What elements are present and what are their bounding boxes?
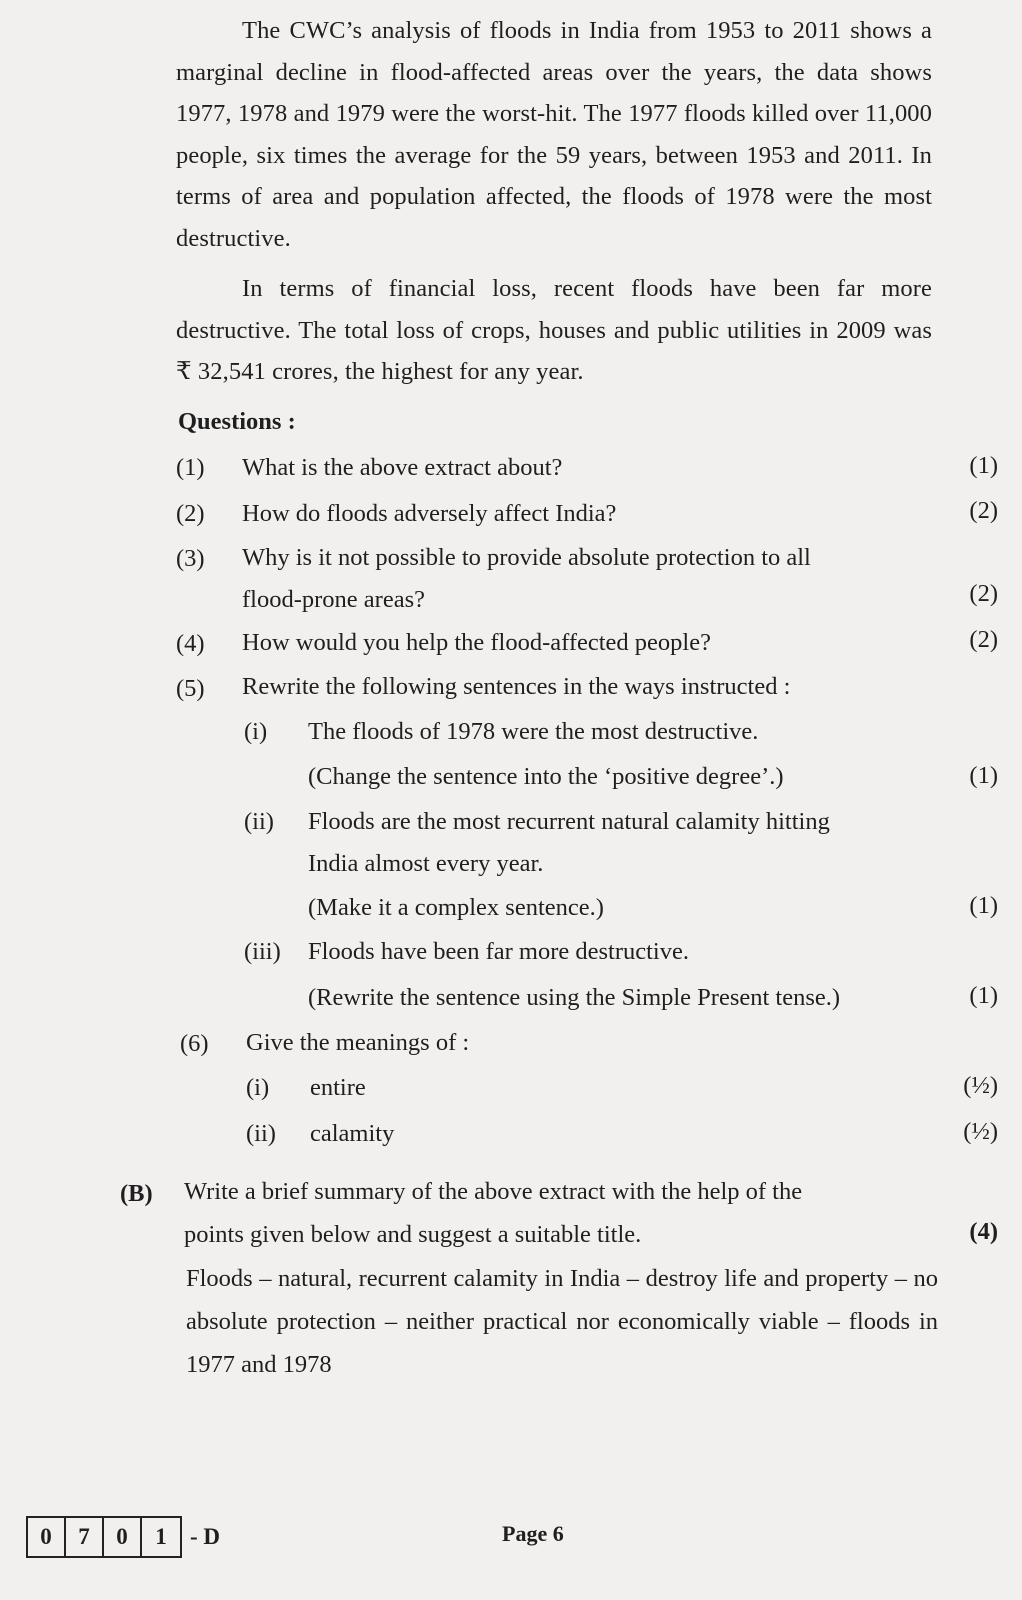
sub-question-number: (iii) <box>244 938 281 965</box>
sub-question-instruction: (Change the sentence into the ‘positive degree’.) <box>308 763 784 790</box>
question-number: (4) <box>176 630 205 657</box>
sub-question-text: Floods have been far more destructive. <box>308 938 689 965</box>
sub-question-number: (ii) <box>246 1120 276 1147</box>
paper-code-digit: 1 <box>155 1524 167 1549</box>
question-text: What is the above extract about? <box>242 454 563 481</box>
page-number: Page 6 <box>502 1521 564 1546</box>
question-text: Give the meanings of : <box>246 1029 470 1056</box>
question-marks: (1) <box>969 982 998 1009</box>
question-marks: (2) <box>969 580 998 607</box>
section-b-instruction-line-1: Write a brief summary of the above extract with the help of the <box>184 1178 803 1205</box>
paper-code-digit: 0 <box>104 1518 142 1556</box>
sub-question-text-line-1: Floods are the most recurrent natural calamity hitting <box>308 808 830 835</box>
passage-paragraph-2: In terms of financial loss, recent floods have been far more destructive. The total loss of crops, houses and public utilities in 2009 was ₹ 32,541 crores, the highest for any year. <box>176 275 932 385</box>
question-number: (5) <box>176 675 205 702</box>
question-text: How would you help the flood-affected people? <box>242 629 711 656</box>
sub-question-number: (i) <box>244 718 268 745</box>
paper-code <box>26 1516 220 1558</box>
question-marks: (½) <box>963 1118 998 1145</box>
question-marks: (2) <box>969 626 998 653</box>
question-marks: (1) <box>969 452 998 479</box>
question-number: (6) <box>180 1030 209 1057</box>
question-text: Rewrite the following sentences in the ways instructed : <box>242 673 791 700</box>
question-number: (3) <box>176 545 205 572</box>
paper-code-digit: 7 <box>66 1518 104 1556</box>
paper-code-digit: 0 <box>28 1518 66 1556</box>
sub-question-text-line-2: India almost every year. <box>308 850 544 877</box>
question-text: How do floods adversely affect India? <box>242 500 617 527</box>
question-number: (2) <box>176 500 205 527</box>
sub-question-number: (ii) <box>244 808 274 835</box>
sub-question-number: (i) <box>246 1074 270 1101</box>
section-b-marks: (4) <box>969 1218 998 1245</box>
paper-code-box <box>26 1516 182 1558</box>
questions-heading: Questions : <box>178 408 296 435</box>
question-text-line-2: flood-prone areas? <box>242 586 425 613</box>
meaning-word: calamity <box>310 1120 395 1147</box>
question-marks: (2) <box>969 497 998 524</box>
sub-question-text: The floods of 1978 were the most destructive. <box>308 718 759 745</box>
question-text-line-1: Why is it not possible to provide absolute protection to all <box>242 544 811 571</box>
question-marks: (1) <box>969 892 998 919</box>
section-b-instruction-line-2: points given below and suggest a suitable title. <box>184 1221 642 1248</box>
meaning-word: entire <box>310 1074 366 1101</box>
question-marks: (1) <box>969 762 998 789</box>
passage-paragraph-1: The CWC’s analysis of floods in India from 1953 to 2011 shows a marginal decline in flood-affected areas over the years, the data shows 1977, 1978 and 1979 were the worst-hit. The 1977 floods killed over 11,000 people, six times the average for the 59 years, between 1953 and 2011. In terms of area and population affected, the floods of 1978 were the most destructive. <box>176 17 932 252</box>
sub-question-instruction: (Rewrite the sentence using the Simple Present tense.) <box>308 984 841 1011</box>
paper-code-suffix: - D <box>190 1524 221 1549</box>
section-b-label: (B) <box>120 1180 153 1207</box>
summary-points: Floods – natural, recurrent calamity in India – destroy life and property – no absolute protection – neither practical nor economically viable – floods in 1977 and 1978 <box>186 1265 938 1378</box>
question-number: (1) <box>176 454 205 481</box>
sub-question-instruction: (Make it a complex sentence.) <box>308 894 604 921</box>
question-marks: (½) <box>963 1072 998 1099</box>
